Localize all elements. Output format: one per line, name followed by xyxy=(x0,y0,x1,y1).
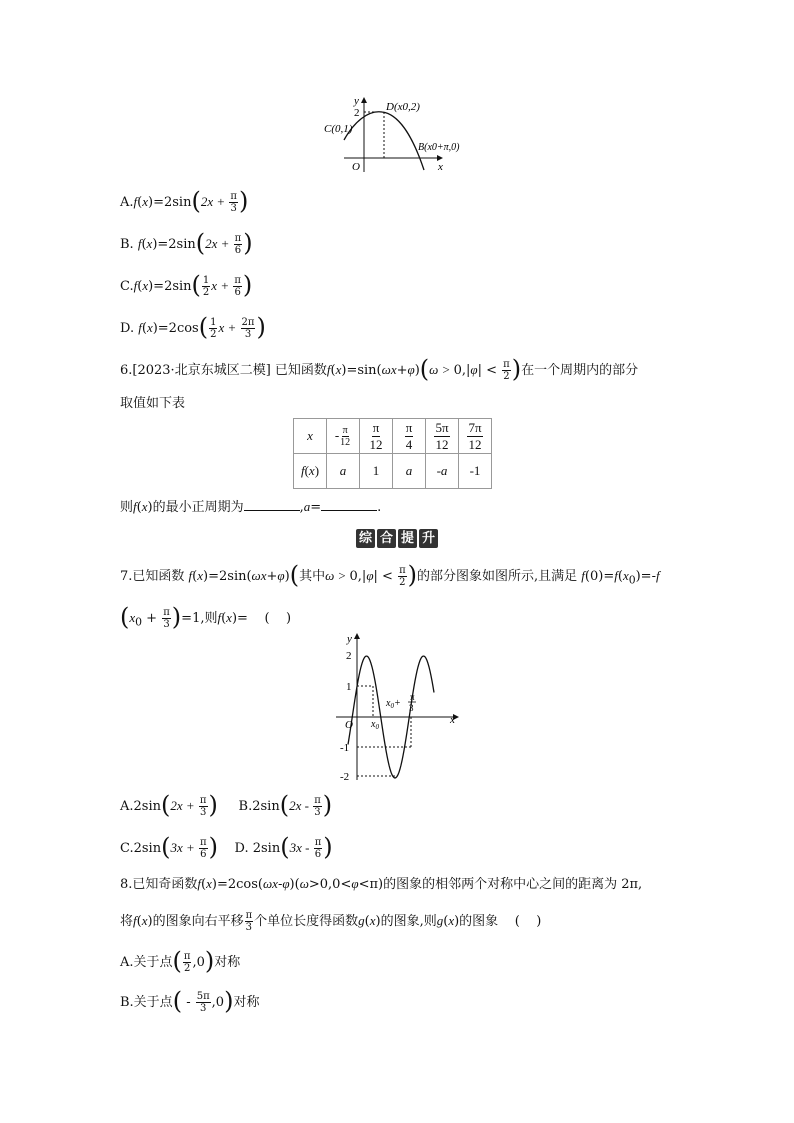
table-cell: -1 xyxy=(459,454,492,489)
answer-blank-a[interactable] xyxy=(321,498,377,511)
y-label: y xyxy=(354,95,359,107)
q8-stem-2: 将f(x)的图象向右平移 $\frac{\pi}{3}$ 个单位长度得函数g(x)的图象,则g(x)的图象 ( ) xyxy=(120,910,542,933)
q7-option-c[interactable]: C.2sin(3x + $\frac{\pi}{6}$ ) D. 2sin(3x - $\frac{\pi}{6}$ ) xyxy=(120,833,333,861)
graph-2 xyxy=(330,630,470,782)
x-label: x xyxy=(450,714,455,726)
origin-label: O xyxy=(352,161,360,173)
q6-value-table xyxy=(293,418,492,489)
badge-char: 提 xyxy=(398,529,417,548)
label-x0: $x_0$ xyxy=(371,719,379,731)
q7-stem-2: ($x_0$ + $\frac{\pi}{3}$ )=1,则f(x)= ( ) xyxy=(120,603,292,631)
svg-text:π: π xyxy=(410,692,415,702)
point-d: D(x0,2) xyxy=(386,101,420,113)
table-row-x xyxy=(294,419,492,454)
label-x0-shift: $x_0+$ xyxy=(386,698,401,710)
tick-neg2: -2 xyxy=(340,771,350,782)
answer-blank-period[interactable] xyxy=(244,498,300,511)
table-cell: f(x) xyxy=(294,454,327,489)
tick-neg1: -1 xyxy=(340,742,350,754)
graph-1 xyxy=(320,92,480,174)
q7-option-a[interactable]: A.2sin(2x + $\frac{\pi}{3}$ ) B.2sin(2x - $\frac{\pi}{3}$ ) xyxy=(120,791,333,819)
q8-option-a[interactable]: A.关于点( $\frac{\pi}{2}$ ,0)对称 xyxy=(120,947,241,975)
tick-2: 2 xyxy=(346,650,352,662)
y-label: y xyxy=(347,633,352,645)
table-cell: -a xyxy=(426,454,459,489)
badge-char: 综 xyxy=(356,529,375,548)
tick-2: 2 xyxy=(354,107,360,119)
q8-option-b[interactable]: B.关于点( - $\frac{5\pi}{3}$ ,0)对称 xyxy=(120,987,260,1015)
q5-option-d[interactable]: D. f(x)=2cos( $\frac{1}{2}$ x + $\frac{2\pi}{3}$ ) xyxy=(120,313,266,341)
q6-ask: 则f(x)的最小正周期为 ,a= . xyxy=(120,499,382,515)
section-badge xyxy=(356,529,438,548)
table-header: $\frac{\pi}{12}$ xyxy=(360,419,393,454)
q8-stem: 8.已知奇函数f(x)=2cos(ωx-φ)(ω>0,0<φ<π)的图象的相邻两个对称中心之间的距离为 2π, xyxy=(120,876,643,892)
point-c: C(0,1) xyxy=(324,123,353,135)
origin-label: O xyxy=(345,719,353,731)
q6-stem-2: 取值如下表 xyxy=(120,396,186,411)
badge-char: 升 xyxy=(419,529,438,548)
badge-char: 合 xyxy=(377,529,396,548)
table-header-x: x xyxy=(294,419,327,454)
table-header: $\frac{\pi}{4}$ xyxy=(393,419,426,454)
point-b: B(x0+π,0) xyxy=(418,142,460,153)
svg-text:3: 3 xyxy=(409,703,414,713)
table-header: $\frac{7\pi}{12}$ xyxy=(459,419,492,454)
table-row-fx xyxy=(294,454,492,489)
q5-option-b[interactable]: B. f(x)=2sin(2x + $\frac{\pi}{6}$ ) xyxy=(120,229,253,257)
table-cell: a xyxy=(393,454,426,489)
table-header: $\frac{5\pi}{12}$ xyxy=(426,419,459,454)
x-label: x xyxy=(438,161,443,173)
table-cell: 1 xyxy=(360,454,393,489)
q7-stem: 7.已知函数 f(x)=2sin(ωx+φ)(其中ω > 0,|φ| < $\frac{\pi}{2}$ )的部分图象如图所示,且满足 $f(0)=f(x_0)=-f$ xyxy=(120,561,660,589)
q6-stem: 6.[2023·北京东城区二模] 已知函数f(x)=sin(ωx+φ)(ω > 0,|φ| < $\frac{\pi}{2}$ )在一个周期内的部分 xyxy=(120,355,639,383)
tick-1: 1 xyxy=(346,681,352,693)
q5-option-a[interactable]: A.f(x)=2sin(2x + $\frac{\pi}{3}$ ) xyxy=(120,187,249,215)
table-cell: a xyxy=(327,454,360,489)
sine-curve xyxy=(348,654,435,774)
q5-option-c[interactable]: C.f(x)=2sin( $\frac{1}{2}$ x + $\frac{\pi}{6}$ ) xyxy=(120,271,253,299)
table-header: - $\frac{\pi}{12}$ xyxy=(327,419,360,454)
